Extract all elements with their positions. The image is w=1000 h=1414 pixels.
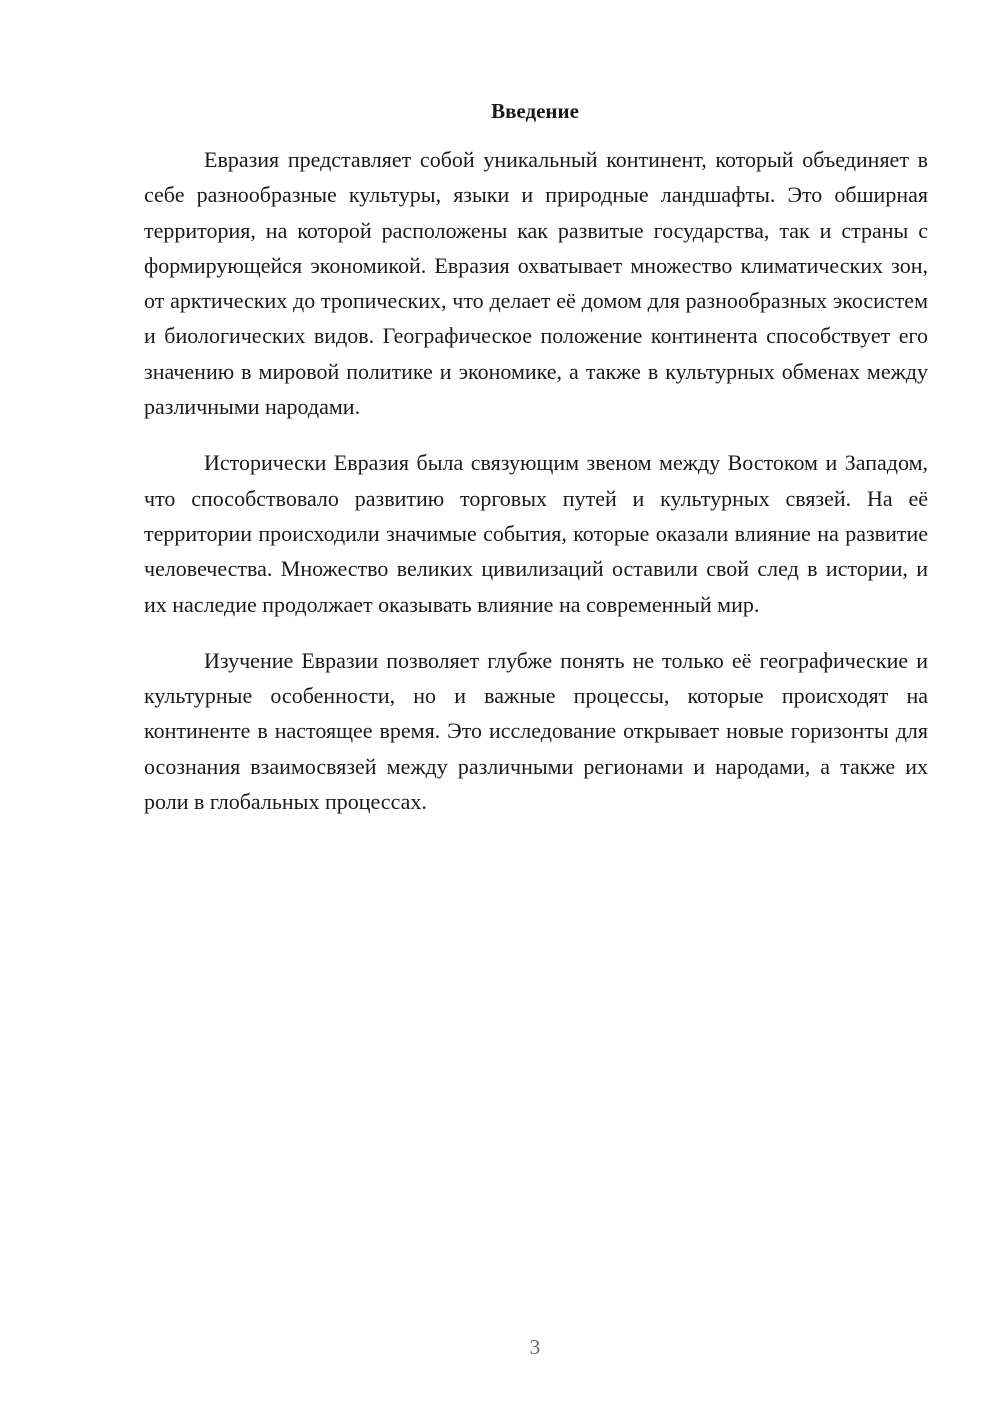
page-number: 3 [529, 1335, 541, 1359]
paragraph-2: Исторически Евразия была связующим звеном между Востоком и Западом, что способствовало развитию торговых путей и культурных связей. На её территории происходили значимые события, которые оказали влияние на развитие человечества. Множество великих цивилизаций оставили свой след в истории, и их наследие продолжает оказывать влияние на современный мир. [144, 450, 928, 617]
paragraph-3: Изучение Евразии позволяет глубже понять не только её географические и культурные особенности, но и важные процессы, которые происходят на континенте в настоящее время. Это исследование открывает новые горизонты для осознания взаимосвязей между различными регионами и народами, а также их роли в глобальных процессах. [144, 647, 928, 815]
document-body [144, 142, 928, 840]
section-title: Введение [491, 99, 579, 123]
paragraph-1: Евразия представляет собой уникальный континент, который объединяет в себе разнообразные культуры, языки и природные ландшафты. Это обширная территория, на которой расположены как развитые государства, так и страны с формирующейся экономикой. Евразия охватывает множество климатических зон, от арктических до тропических, что делает её домом для разнообразных экосистем и биологических видов. Географическое положение континента способствует его значению в мировой политике и экономике, а также в культурных обменах между различными народами. [144, 147, 928, 420]
